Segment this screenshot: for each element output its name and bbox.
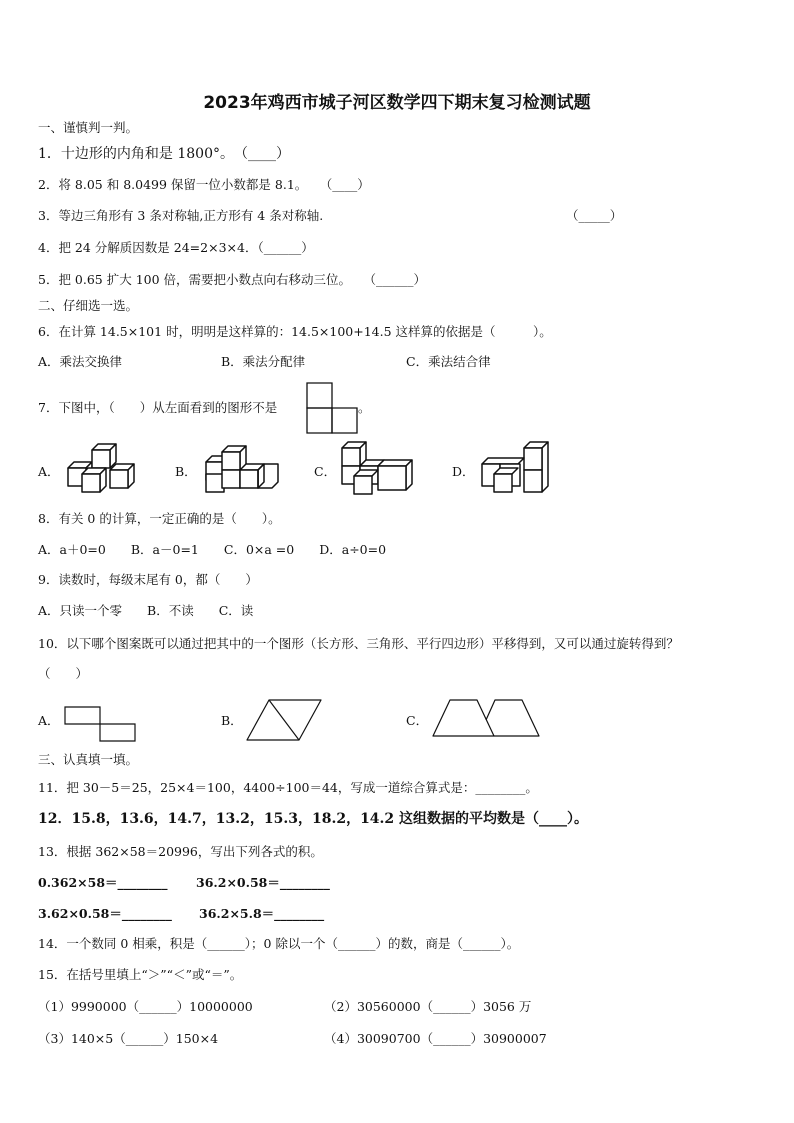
question-12: 12．15.8，13.6，14.7，13.2，15.3，18.2，14.2 这组数据的平均数是（____）。 — [38, 811, 589, 827]
question-11: 11．把 30－5＝25，25×4＝100，4400÷100＝44，写成一道综合算式是：________。 — [38, 780, 538, 795]
question-15-item-3: （3）140×5（______）150×4 — [38, 1031, 219, 1046]
page-title: 2023年鸡西市城子河区数学四下期末复习检测试题 — [203, 93, 591, 113]
question-10-paren: （ ） — [38, 666, 89, 681]
question-15-item-4: （4）30090700（______）30900007 — [324, 1031, 547, 1046]
question-7-option-d: D． — [452, 464, 475, 479]
question-8: 8．有关 0 的计算，一定正确的是（ ）。 — [38, 511, 281, 526]
question-6-option-a: A．乘法交换律 — [38, 354, 123, 369]
q7-cube-figure-b — [204, 444, 280, 496]
question-3: 3．等边三角形有 3 条对称轴,正方形有 4 条对称轴. — [38, 208, 324, 223]
question-7: 7．下图中，（ ）从左面看到的图形不是 — [38, 400, 278, 415]
q7-cube-figure-a — [66, 442, 138, 494]
question-10-option-a: A． — [38, 713, 60, 728]
question-15-item-2: （2）30560000（______）3056 万 — [324, 999, 532, 1014]
section-2-heading: 二、仔细选一选。 — [38, 298, 139, 313]
question-13-item-1: 0.362×58＝________ — [38, 875, 168, 890]
question-13-item-4: 36.2×5.8＝________ — [199, 906, 325, 921]
question-1: 1．十边形的内角和是 1800°。 （____） — [38, 146, 290, 162]
question-10-option-c: C． — [406, 713, 429, 728]
question-6-option-c: C．乘法结合律 — [406, 354, 491, 369]
q10-figure-b — [246, 698, 322, 742]
question-10: 10．以下哪个图案既可以通过把其中的一个图形（长方形、三角形、平行四边形）平移得到，又可以通过旋转得到？ — [38, 636, 679, 651]
question-7-option-b: B． — [175, 464, 197, 479]
question-15-item-1: （1）9990000（______）10000000 — [38, 999, 253, 1014]
question-8-options: A．a＋0=0 B．a－0=1 C．0×a =0 D．a÷0=0 — [38, 542, 387, 557]
q10-figure-c — [432, 698, 540, 738]
question-5: 5．把 0.65 扩大 100 倍，需要把小数点向右移动三位。 （______） — [38, 272, 427, 287]
section-3-heading: 三、认真填一填。 — [38, 752, 139, 767]
question-9-options: A．只读一个零 B．不读 C．读 — [38, 603, 254, 618]
q10-figure-a — [64, 706, 136, 742]
q7-reference-figure — [306, 382, 358, 434]
section-1-heading: 一、谨慎判一判。 — [38, 120, 139, 135]
question-9: 9．读数时，每级末尾有 0，都（ ） — [38, 572, 258, 587]
question-14: 14．一个数同 0 相乘，积是（______）；0 除以一个（______）的数，商是（______）。 — [38, 936, 520, 951]
question-6-option-b: B．乘法分配律 — [221, 354, 306, 369]
question-7-option-a: A． — [38, 464, 60, 479]
q7-cube-figure-d — [480, 440, 556, 496]
question-13-item-2: 36.2×0.58＝________ — [196, 875, 330, 890]
question-7-end: 。 — [358, 400, 371, 415]
question-15: 15．在括号里填上“＞”“＜”或“＝”。 — [38, 967, 243, 982]
question-6: 6．在计算 14.5×101 时，明明是这样算的：14.5×100+14.5 这样算的依据是（ ）。 — [38, 324, 552, 339]
question-10-option-b: B． — [221, 713, 243, 728]
question-3-blank: （_____） — [566, 208, 623, 223]
question-13: 13．根据 362×58＝20996，写出下列各式的积。 — [38, 844, 323, 859]
question-13-item-3: 3.62×0.58＝________ — [38, 906, 172, 921]
question-2: 2．将 8.05 和 8.0499 保留一位小数都是 8.1。 （____） — [38, 177, 370, 192]
question-4: 4．把 24 分解质因数是 24=2×3×4．（______） — [38, 240, 314, 255]
q7-cube-figure-c — [340, 440, 414, 496]
question-7-option-c: C． — [314, 464, 337, 479]
